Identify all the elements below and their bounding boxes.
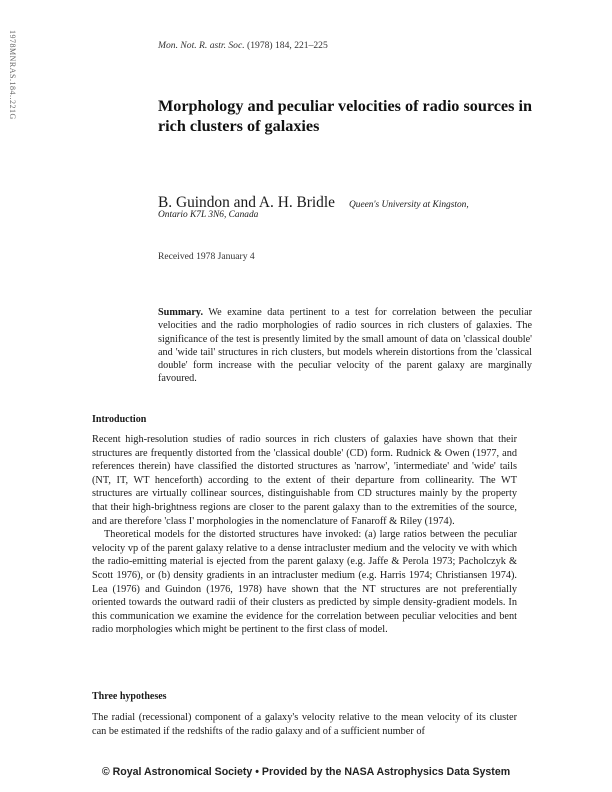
hypotheses-body xyxy=(92,711,517,738)
ads-footer: © Royal Astronomical Society • Provided by the NASA Astrophysics Data System xyxy=(101,766,511,778)
article-title: Morphology and peculiar velocities of radio sources in rich clusters of galaxies xyxy=(158,97,532,135)
author-affiliation-line2: Ontario K7L 3N6, Canada xyxy=(158,210,259,220)
introduction-body xyxy=(92,433,517,637)
section-heading-introduction: Introduction xyxy=(92,414,147,425)
journal-volume-pages: (1978) 184, 221–225 xyxy=(247,40,328,51)
author-affiliation: Queen's University at Kingston, xyxy=(348,200,469,210)
section-heading-three-hypotheses: Three hypotheses xyxy=(92,691,167,702)
bibcode-margin-mark xyxy=(6,30,20,120)
bibcode-text: 1978MNRAS.184..221G xyxy=(8,30,17,120)
journal-citation xyxy=(158,40,328,51)
abstract-label: Summary. xyxy=(158,307,203,318)
abstract xyxy=(158,306,532,386)
introduction-paragraph-2: Theoretical models for the distorted structures have invoked: (a) large ratios between the peculiar velocity vp of the parent galaxy relative to a dense intracluster medium and the velocity ve with which the radio-emitting material is ejected from the parent galaxy (e.g. Jaffe & Perola 1973; Pacholczyk & Scott 1976), or (b) density gradients in an intracluster medium (e.g. Harris 1974; Christiansen 1974). Lea (1976) and Guindon (1976, 1978) have shown that the NT structures are not preferentially oriented towards the outward radii of their clusters as predicted by simple density-gradient models. In this communication we examine the evidence for the correlation between peculiar velocities and bent radio morphologies which might be pertinent to the first class of model. xyxy=(92,529,517,636)
author-names: B. Guindon and A. H. Bridle xyxy=(158,194,335,211)
abstract-text: We examine data pertinent to a test for correlation between the peculiar velocities and the radio morphologies of radio sources in rich clusters of galaxies. The significance of the test is presently limited by the small amount of data on 'classical double' and 'wide tail' structures in rich clusters, but models wherein distortions from the 'classical double' form increase with the peculiar velocity of the parent galaxy are marginally favoured. xyxy=(158,307,532,385)
received-date: Received 1978 January 4 xyxy=(158,251,255,262)
hypotheses-paragraph-1: The radial (recessional) component of a galaxy's velocity relative to the mean velocity of its cluster can be estimated if the redshifts of the radio galaxy and of a sufficient number of xyxy=(92,712,517,737)
journal-name: Mon. Not. R. astr. Soc. xyxy=(158,40,245,51)
introduction-paragraph-1: Recent high-resolution studies of radio sources in rich clusters of galaxies have shown that their structures are frequently distorted from the 'classical double' (CD) form. Rudnick & Owen (1977, and references therein) have classified the distorted structures as 'narrow', 'intermediate' and 'wide' tails (NT, IT, WT henceforth) according to the extent of their departure from collinearity. The WT structures are virtually collinear sources, distinguishable from CD structures mainly by the property that their high-brightness regions are closer to the parent galaxy than to the extremities of the source, and are therefore 'class I' morphologies in the nomenclature of Fanaroff & Riley (1974). xyxy=(92,434,517,527)
